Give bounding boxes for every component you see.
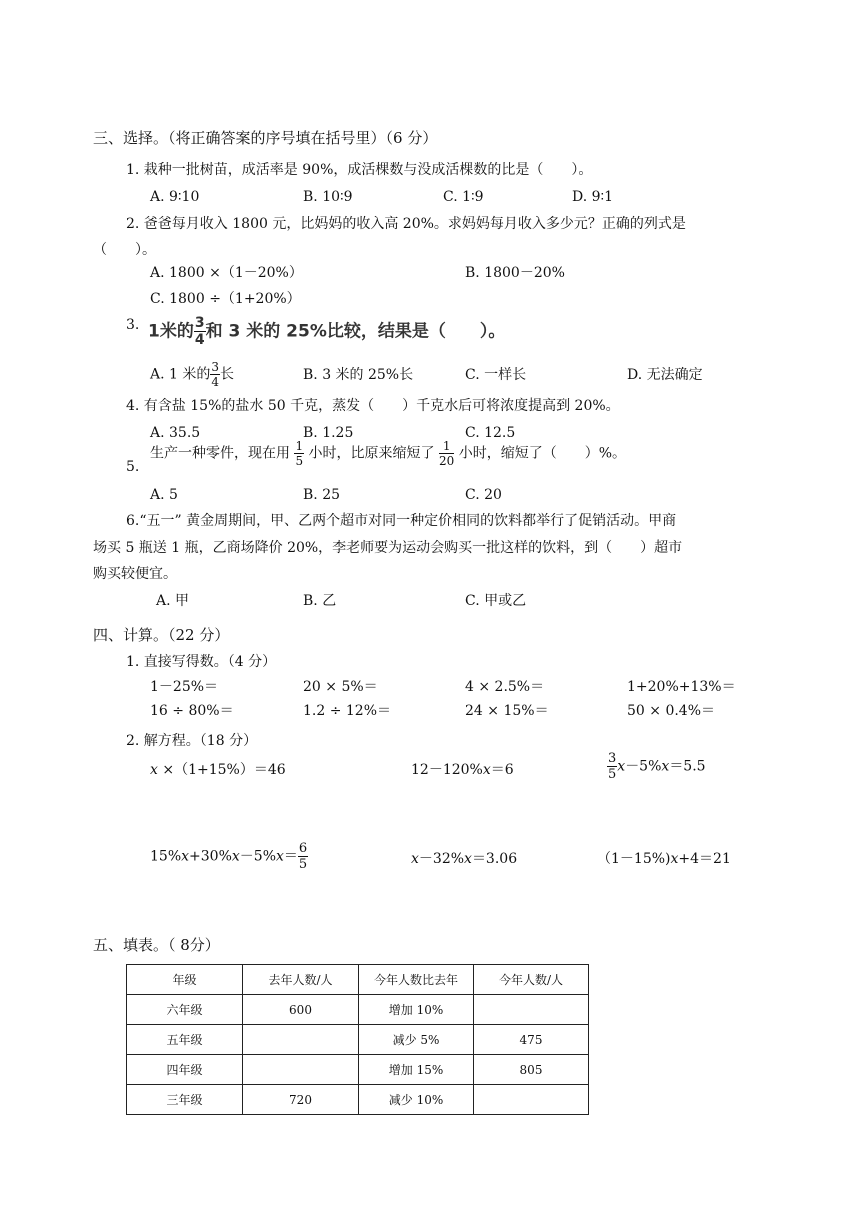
table-header-cell: 年级 (127, 965, 243, 995)
q4-option-b: B. 1.25 (303, 425, 354, 441)
q6-text-line3: 购买较便宜。 (93, 566, 177, 582)
q6-option-a: A. 甲 (156, 593, 190, 609)
table-cell (243, 1025, 359, 1055)
section5-title: 五、填表。（ 8分） (93, 936, 220, 954)
table-header-row (127, 965, 589, 995)
q3-option-a: A. 1 米的 $\frac{3}{4}$ 长 (150, 360, 235, 389)
q1-option-c: C. 1∶9 (443, 189, 484, 205)
table-cell (474, 1085, 589, 1115)
equation-5: x－32%x＝3.06 (411, 851, 518, 867)
calc-2-4: 50 × 0.4%＝ (627, 703, 716, 719)
q4-option-a: A. 35.5 (150, 425, 201, 441)
q6-text-line1: 6.“五一” 黄金周期间，甲、乙两个超市对同一种定价相同的饮料都举行了促销活动。甲商 (126, 513, 677, 529)
q6-text-line2: 场买 5 瓶送 1 瓶，乙商场降价 20%，李老师要为运动会购买一批这样的饮料，到（ ）超市 (93, 540, 683, 556)
calc-1-3: 4 × 2.5%＝ (465, 679, 545, 695)
calc-2-3: 24 × 15%＝ (465, 703, 549, 719)
table-cell: 六年级 (127, 995, 243, 1025)
q5-number: 5. (126, 459, 140, 475)
population-table (126, 964, 589, 1115)
sub2-title: 2. 解方程。（18 分） (126, 733, 258, 749)
table-cell: 600 (243, 995, 359, 1025)
section3-title: 三、选择。（将正确答案的序号填在括号里）（6 分） (93, 129, 438, 147)
q3-number: 3. (126, 317, 140, 333)
section4-title: 四、计算。（22 分） (93, 626, 230, 644)
table-cell: 增加 10% (359, 995, 474, 1025)
q3-option-c: C. 一样长 (465, 367, 527, 383)
table-cell: 减少 5% (359, 1025, 474, 1055)
equation-6: （1－15%)x+4＝21 (597, 851, 731, 867)
equation-2: 12－120%x＝6 (411, 762, 514, 778)
q2-option-c: C. 1800 ÷（1+20%） (150, 291, 301, 307)
equation-1: x ×（1+15%）＝46 (150, 762, 286, 778)
table-cell: 805 (474, 1055, 589, 1085)
q1-option-a: A. 9∶10 (150, 189, 200, 205)
q2-text-cont: （ ）。 (93, 242, 156, 258)
table-cell (243, 1055, 359, 1085)
table-row (127, 1055, 589, 1085)
q5-option-a: A. 5 (150, 487, 178, 503)
calc-1-1: 1－25%＝ (150, 679, 219, 695)
table-cell: 720 (243, 1085, 359, 1115)
q5-option-c: C. 20 (465, 487, 502, 503)
q5-text: 生产一种零件，现在用 $\frac{1}{5}$ 小时，比原来缩短了 $\frac{1}{20}$ 小时，缩短了（ ）%。 (150, 439, 627, 468)
q5-option-b: B. 25 (303, 487, 341, 503)
table-cell: 减少 10% (359, 1085, 474, 1115)
table-cell: 四年级 (127, 1055, 243, 1085)
q1-option-d: D. 9∶1 (572, 189, 614, 205)
sub1-title: 1. 直接写得数。（4 分） (126, 654, 277, 670)
table-row (127, 995, 589, 1025)
calc-1-2: 20 × 5%＝ (303, 679, 378, 695)
q6-option-b: B. 乙 (303, 593, 337, 609)
table-cell (474, 995, 589, 1025)
equation-3: $\frac{3}{5}$ x－5%x＝5.5 (608, 751, 706, 782)
calc-1-4: 1+20%+13%＝ (627, 679, 736, 695)
table-cell: 三年级 (127, 1085, 243, 1115)
q6-option-c: C. 甲或乙 (465, 593, 527, 609)
table-header-cell: 今年人数比去年 (359, 965, 474, 995)
q4-text: 4. 有含盐 15%的盐水 50 千克，蒸发（ ）千克水后可将浓度提高到 20%。 (126, 398, 620, 414)
q1-option-b: B. 10∶9 (303, 189, 353, 205)
table-row (127, 1025, 589, 1055)
q3-option-d: D. 无法确定 (627, 367, 703, 383)
q1-text: 1. 栽种一批树苗，成活率是 90%，成活棵数与没成活棵数的比是（ ）。 (126, 162, 593, 178)
q2-option-a: A. 1800 ×（1－20%） (150, 265, 303, 281)
calc-2-1: 16 ÷ 80%＝ (150, 703, 234, 719)
calc-2-2: 1.2 ÷ 12%＝ (303, 703, 392, 719)
q3-text: 1米的 $\frac{3}{4}$ 和 3 米的 25%比较，结果是（ ）。 (148, 315, 506, 348)
equation-4: 15%x+30%x－5%x＝ $\frac{6}{5}$ (150, 841, 308, 872)
table-cell: 475 (474, 1025, 589, 1055)
q2-option-b: B. 1800－20% (465, 265, 565, 281)
table-header-cell: 今年人数/人 (474, 965, 589, 995)
q3-option-b: B. 3 米的 25%长 (303, 367, 414, 383)
q4-option-c: C. 12.5 (465, 425, 516, 441)
table-cell: 五年级 (127, 1025, 243, 1055)
table-header-cell: 去年人数/人 (243, 965, 359, 995)
table-row (127, 1085, 589, 1115)
q2-text: 2. 爸爸每月收入 1800 元，比妈妈的收入高 20%。求妈妈每月收入多少元？正确的列式是 (126, 216, 686, 232)
table-cell: 增加 15% (359, 1055, 474, 1085)
